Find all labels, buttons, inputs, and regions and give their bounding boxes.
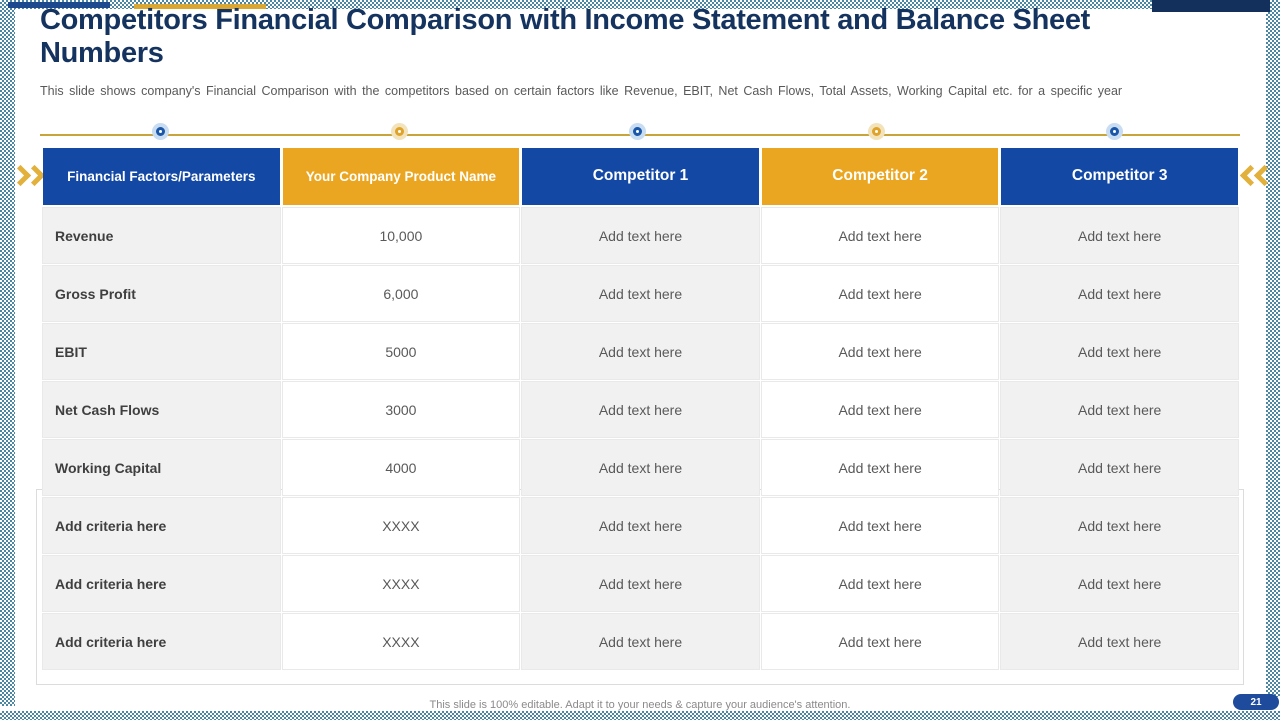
table-cell[interactable]: Add text here — [1001, 498, 1238, 553]
column-header-competitor-2[interactable]: Competitor 2 — [762, 148, 999, 205]
table-cell[interactable]: Add text here — [522, 208, 759, 263]
table-cell[interactable]: 3000 — [283, 382, 520, 437]
table-cell[interactable]: Add text here — [1001, 324, 1238, 379]
timeline-node-icon — [872, 127, 881, 136]
row-label: Gross Profit — [43, 266, 280, 321]
row-label: Net Cash Flows — [43, 382, 280, 437]
timeline-node-icon — [633, 127, 642, 136]
page-number-badge: 21 — [1233, 694, 1279, 710]
table-cell[interactable]: Add text here — [1001, 556, 1238, 611]
row-label-placeholder[interactable]: Add criteria here — [43, 498, 280, 553]
table-cell[interactable]: Add text here — [762, 324, 999, 379]
table-cell[interactable]: Add text here — [762, 208, 999, 263]
table-cell[interactable]: Add text here — [522, 556, 759, 611]
timeline-node-icon — [156, 127, 165, 136]
column-header-competitor-1[interactable]: Competitor 1 — [522, 148, 759, 205]
chevron-right-icon — [24, 165, 45, 186]
row-label: Working Capital — [43, 440, 280, 495]
table-cell[interactable]: 5000 — [283, 324, 520, 379]
timeline-node-icon — [395, 127, 404, 136]
table-cell[interactable]: XXXX — [283, 614, 520, 669]
column-header-financial-factors: Financial Factors/Parameters — [43, 148, 280, 205]
table-cell[interactable]: Add text here — [522, 498, 759, 553]
page-title: Competitors Financial Comparison with Income Statement and Balance Sheet Numbers — [40, 4, 1090, 70]
checker-pattern-left — [0, 0, 15, 706]
row-label: EBIT — [43, 324, 280, 379]
table-cell[interactable]: Add text here — [762, 440, 999, 495]
timeline-node-icon — [1110, 127, 1119, 136]
table-cell[interactable]: Add text here — [1001, 440, 1238, 495]
table-cell[interactable]: XXXX — [283, 498, 520, 553]
table-cell[interactable]: Add text here — [522, 324, 759, 379]
table-cell[interactable]: Add text here — [762, 498, 999, 553]
checker-pattern-right — [1266, 0, 1280, 697]
table-cell[interactable]: Add text here — [1001, 614, 1238, 669]
column-header-your-company[interactable]: Your Company Product Name — [283, 148, 520, 205]
row-label-placeholder[interactable]: Add criteria here — [43, 556, 280, 611]
slide-subtitle: This slide shows company's Financial Comparison with the competitors based on certain factors like Revenue, EBIT, Net Cash Flows, Total Assets, Working Capital etc. for a specific year — [40, 84, 1123, 98]
table-cell[interactable]: Add text here — [1001, 208, 1238, 263]
table-cell[interactable]: Add text here — [762, 556, 999, 611]
table-cell[interactable]: XXXX — [283, 556, 520, 611]
top-right-navy-bar — [1152, 0, 1270, 12]
table-cell[interactable]: Add text here — [762, 382, 999, 437]
table-cell[interactable]: 4000 — [283, 440, 520, 495]
table-cell[interactable]: Add text here — [762, 614, 999, 669]
table-cell[interactable]: Add text here — [762, 266, 999, 321]
table-cell[interactable]: 10,000 — [283, 208, 520, 263]
table-cell[interactable]: Add text here — [522, 382, 759, 437]
table-cell[interactable]: Add text here — [1001, 266, 1238, 321]
table-cell[interactable]: 6,000 — [283, 266, 520, 321]
table-cell[interactable]: Add text here — [1001, 382, 1238, 437]
column-header-competitor-3[interactable]: Competitor 3 — [1001, 148, 1238, 205]
footer-note: This slide is 100% editable. Adapt it to your needs & capture your audience's attention. — [429, 699, 851, 711]
financial-comparison-table — [43, 148, 1238, 669]
table-cell[interactable]: Add text here — [522, 266, 759, 321]
row-label-placeholder[interactable]: Add criteria here — [43, 614, 280, 669]
row-label: Revenue — [43, 208, 280, 263]
table-cell[interactable]: Add text here — [522, 440, 759, 495]
checker-pattern-bottom — [0, 711, 1280, 720]
table-cell[interactable]: Add text here — [522, 614, 759, 669]
